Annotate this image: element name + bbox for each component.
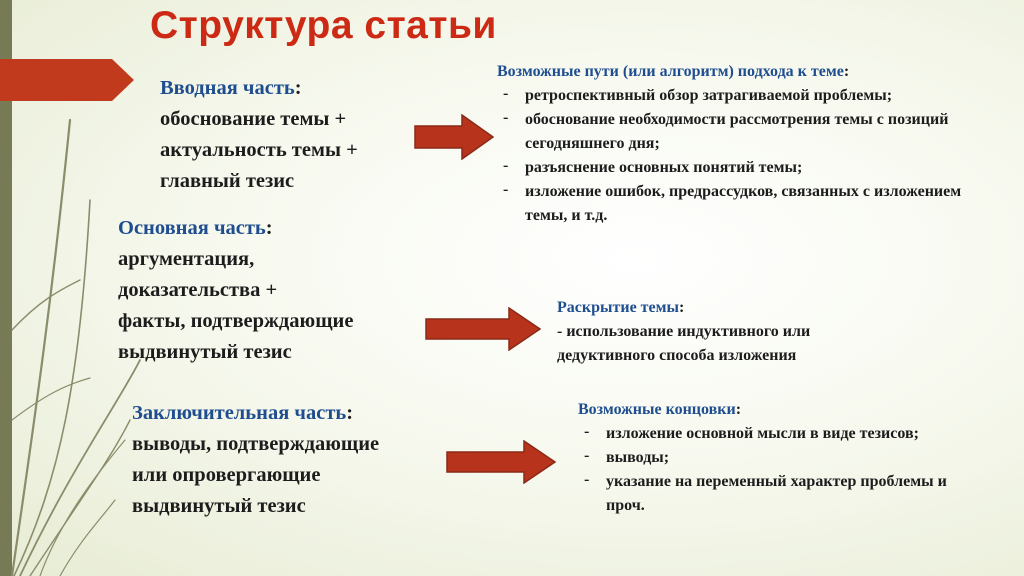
list-item: - изложение основной мысли в виде тезисов; — [578, 422, 978, 446]
title-flag-icon — [0, 59, 134, 101]
list-item: - изложение ошибок, предрассудков, связанных с изложением темы, и т.д. — [497, 180, 1007, 228]
section-heading — [160, 73, 460, 104]
section-line: факты, подтверждающие — [118, 310, 354, 332]
details-heading — [557, 296, 997, 320]
section-line: выводы, подтверждающие — [132, 433, 380, 455]
list-item: - выводы; — [578, 446, 978, 470]
details-heading-text: Возможные концовки — [578, 401, 736, 418]
arrow-right-icon — [425, 307, 541, 351]
details-heading-text: Возможные пути (или алгоритм) подхода к теме — [497, 63, 844, 80]
list-item: - разъяснение основных понятий темы; — [497, 156, 1007, 180]
section-line: выдвинутый тезис — [118, 341, 292, 363]
details-heading-text: Раскрытие темы — [557, 299, 680, 316]
section-heading-colon: : — [265, 217, 273, 239]
section-line: аргументация, — [118, 248, 255, 270]
section-line: или опровергающие — [132, 464, 321, 486]
page-title: Структура статьи — [150, 4, 497, 47]
details-list — [497, 84, 1007, 228]
section-line: выдвинутый тезис — [132, 495, 306, 517]
details-endings — [578, 398, 978, 518]
section-heading-text: Основная часть — [118, 217, 266, 239]
details-approach — [497, 60, 1007, 228]
arrow-right-icon — [446, 440, 556, 484]
section-line: обоснование темы + — [160, 108, 347, 130]
details-heading-colon: : — [679, 299, 685, 316]
details-line: - использование индуктивного или — [557, 323, 811, 340]
details-heading-colon: : — [843, 63, 850, 80]
details-list — [578, 422, 978, 518]
section-conclusion — [132, 398, 452, 522]
details-heading-colon: : — [735, 401, 742, 418]
details-heading — [497, 60, 1007, 84]
arrow-right-icon — [414, 114, 494, 160]
list-item: - обоснование необходимости рассмотрения темы с позиций сегодняшнего дня; — [497, 108, 1007, 156]
list-item: - указание на переменный характер проблемы и проч. — [578, 470, 978, 518]
section-heading-colon: : — [294, 77, 302, 99]
list-item: - ретроспективный обзор затрагиваемой проблемы; — [497, 84, 1007, 108]
details-disclosure — [557, 296, 997, 368]
section-line: актуальность темы + — [160, 139, 358, 161]
section-heading — [118, 213, 438, 244]
section-line: главный тезис — [160, 170, 295, 192]
details-heading — [578, 398, 978, 422]
section-heading-text: Вводная часть — [160, 77, 295, 99]
section-main — [118, 213, 438, 368]
section-heading-text: Заключительная часть — [132, 402, 347, 424]
section-heading — [132, 398, 452, 429]
section-line: доказательства + — [118, 279, 278, 301]
section-heading-colon: : — [346, 402, 354, 424]
details-line: дедуктивного способа изложения — [557, 347, 797, 364]
